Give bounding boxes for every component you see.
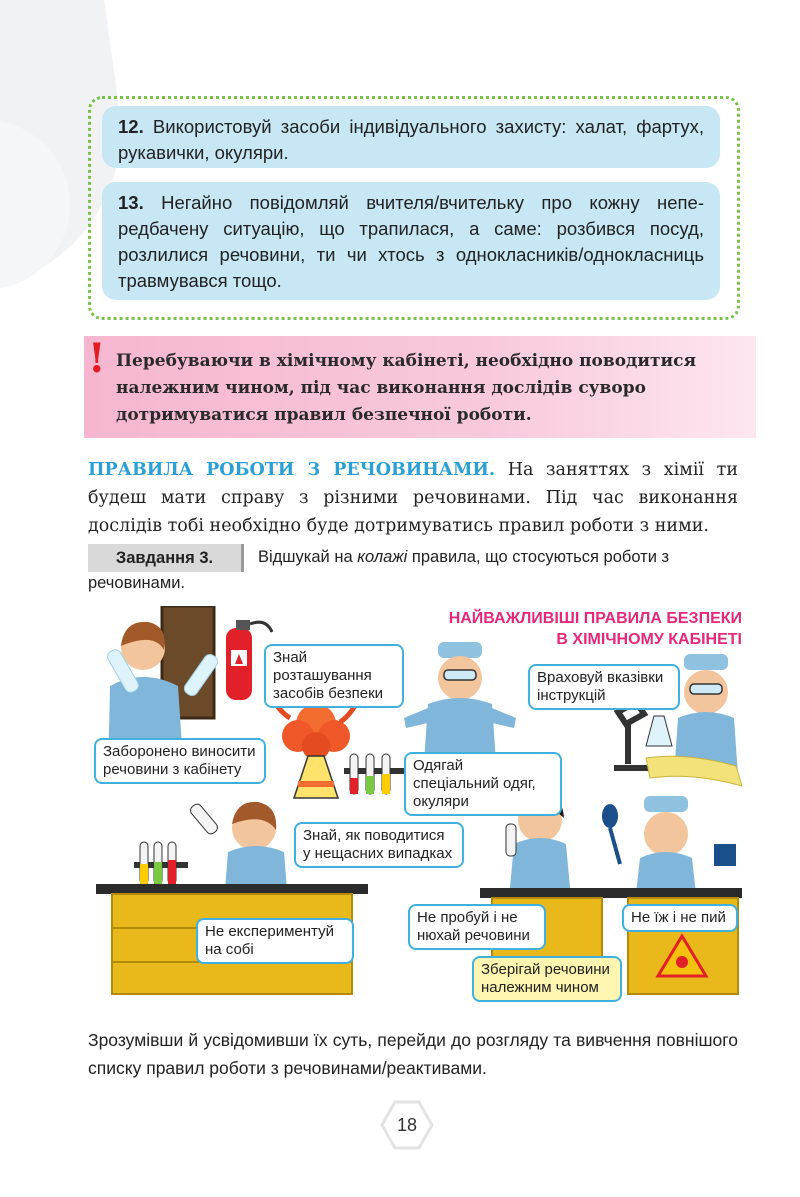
bubble-accidents: Знай, як поводитися у нещасних випадках [294, 822, 464, 868]
task-text [258, 544, 738, 570]
lab-bench [480, 888, 742, 898]
section-heading: ПРАВИЛА РОБОТИ З РЕЧОВИНАМИ. [88, 460, 496, 480]
boy-head [644, 812, 688, 856]
bubble-no-taste-smell: Не пробуй і не нюхай речовини [408, 904, 546, 950]
exclamation-icon: ! [88, 335, 106, 382]
collage-title [394, 608, 742, 650]
rule-number: 12. [118, 116, 144, 137]
task-text-part: Відшукай на [258, 548, 358, 566]
page-number-badge [380, 1098, 434, 1152]
section-paragraph [88, 456, 738, 540]
bubble-instructions: Враховуй вказівки інструкцій [528, 664, 680, 710]
warning-text: Перебуваючи в хімічному кабінеті, необхідно поводитися належним чином, під час виконання дослідів суворо дотримуватися правил безпечної роботи. [116, 351, 697, 425]
rule-13 [102, 182, 720, 300]
task-text-part: правила, що стосуються роботи з [407, 548, 670, 566]
rule-text: Негайно повідомляй вчителя/вчительку про кожну непередбачену ситуацію, що трапилася, а саме: розбився посуд, розлилися речовини, ти чи хтось з однокласників/однокласниць травмувався тощо. [118, 192, 704, 291]
bubble-no-self-experiment: Не експериментуй на собі [196, 918, 354, 964]
bubble-safety-location: Знай розташування засобів безпеки [264, 644, 404, 708]
rule-12 [102, 106, 720, 168]
bubble-no-eat-drink: Не їж і не пий [622, 904, 738, 932]
closing-paragraph: Зрозумівши й усвідомивши їх суть, перейди до розгляду та вивчення повнішого списку правил роботи з речовинами/реактивами. [88, 1030, 738, 1078]
rule-number: 13. [118, 192, 144, 213]
bubble-no-removal: Заборонено виносити речовини з кабінету [94, 738, 266, 784]
page-number: 18 [396, 1115, 418, 1135]
bubble-special-clothes: Одягай спеціальний одяг, окуляри [404, 752, 562, 816]
section-text: На заняттях з хімії ти будеш мати справу з різними речовинами. Під час виконання дослідів тобі необхідно буде дотримуватись правил роботи з ними. [88, 460, 738, 536]
task-text-line2: речовинами. [88, 574, 185, 592]
lab-bench [96, 884, 368, 894]
collage-title-line: НАЙВАЖЛИВІШІ ПРАВИЛА БЕЗПЕКИ [448, 610, 742, 627]
task-label: Завдання 3. [88, 544, 244, 572]
rule-text: Використовуй засоби індивідуального захисту: халат, фартух, рукавички, окуляри. [118, 116, 705, 163]
collage-title-line: В ХІМІЧНОМУ КАБІНЕТІ [556, 631, 742, 648]
task-text-emphasis: колажі [357, 548, 408, 566]
bubble-storage: Зберігай речовини належним чином [472, 956, 622, 1002]
